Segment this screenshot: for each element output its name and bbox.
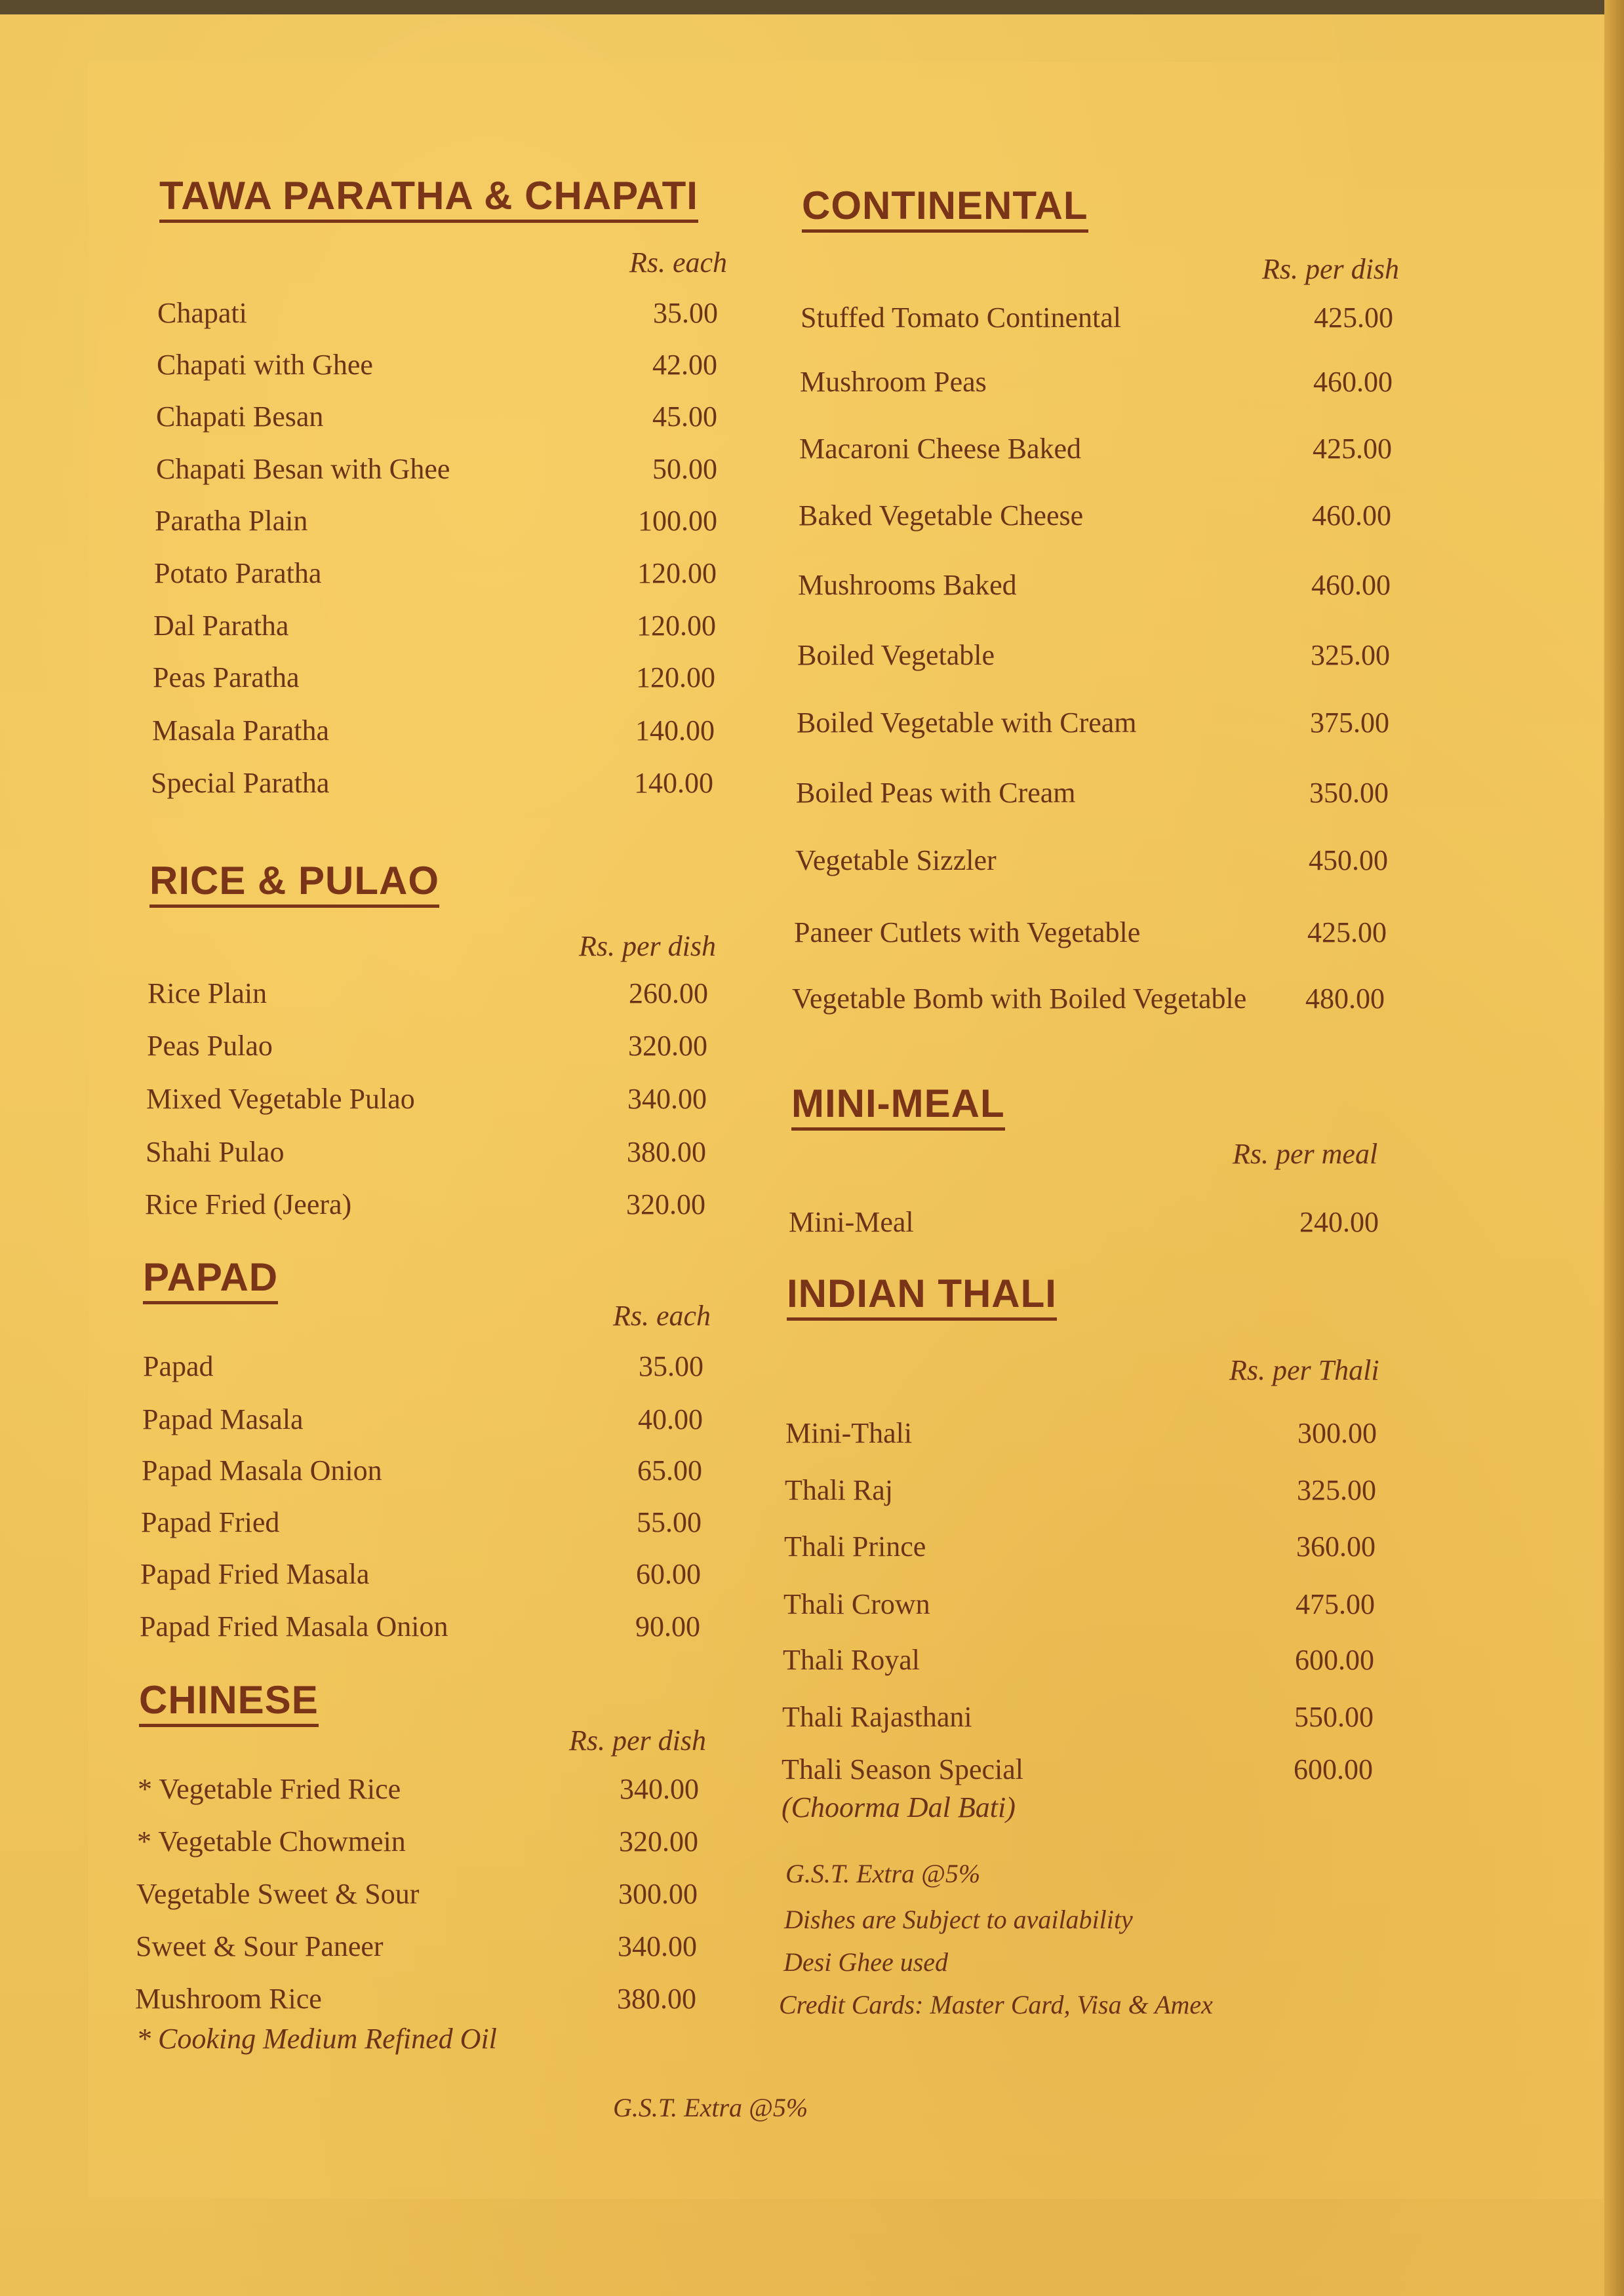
menu-item: Papad Fried 55.00 — [141, 1506, 702, 1538]
menu-item: Vegetable Sweet & Sour 300.00 — [136, 1878, 698, 1910]
menu-item: Papad Fried Masala Onion 90.00 — [140, 1610, 700, 1643]
section-title: PAPAD — [143, 1255, 278, 1304]
price-unit: Rs. per Thali — [1229, 1354, 1379, 1386]
price-unit: Rs. per dish — [569, 1724, 706, 1757]
menu-item: Mushrooms Baked 460.00 — [798, 569, 1391, 601]
scan-top-edge — [0, 0, 1624, 14]
price-unit: Rs. per dish — [1262, 253, 1399, 285]
menu-item: Chapati 35.00 — [157, 297, 718, 329]
menu-item: Thali Raj 325.00 — [785, 1474, 1376, 1506]
menu-item: Thali Royal 600.00 — [783, 1644, 1374, 1676]
note-availability: Dishes are Subject to availability — [784, 1905, 1133, 1934]
note-credit-cards: Credit Cards: Master Card, Visa & Amex — [779, 1990, 1213, 2019]
menu-item: Vegetable Sizzler 450.00 — [795, 844, 1388, 876]
menu-item: Thali Prince 360.00 — [784, 1530, 1376, 1563]
menu-item: * Vegetable Fried Rice 340.00 — [138, 1773, 699, 1805]
section-title: INDIAN THALI — [787, 1272, 1057, 1321]
menu-item: * Vegetable Chowmein 320.00 — [137, 1825, 698, 1858]
menu-item: Chapati Besan with Ghee 50.00 — [156, 453, 717, 485]
note-desi-ghee: Desi Ghee used — [783, 1947, 949, 1977]
section-title: RICE & PULAO — [149, 859, 439, 908]
menu-item: Special Paratha 140.00 — [151, 767, 713, 799]
price-unit: Rs. per dish — [579, 930, 716, 962]
menu-item: Mushroom Peas 460.00 — [800, 366, 1393, 398]
section-title: TAWA PARATHA & CHAPATI — [159, 174, 698, 223]
menu-item: Boiled Peas with Cream 350.00 — [796, 777, 1389, 809]
menu-item: Papad Fried Masala 60.00 — [140, 1558, 701, 1590]
menu-item: Boiled Vegetable with Cream 375.00 — [797, 707, 1389, 739]
menu-item: Baked Vegetable Cheese 460.00 — [799, 499, 1391, 532]
menu-item: Macaroni Cheese Baked 425.00 — [799, 433, 1392, 465]
price-unit: Rs. each — [629, 246, 728, 279]
menu-item: Dal Paratha 120.00 — [153, 610, 716, 642]
menu-item: Chapati with Ghee 42.00 — [157, 349, 717, 381]
menu-item: Peas Pulao 320.00 — [147, 1030, 707, 1062]
note-gst: G.S.T. Extra @5% — [785, 1859, 981, 1888]
menu-item: Potato Paratha 120.00 — [154, 557, 717, 589]
menu-item: Sweet & Sour Paneer 340.00 — [136, 1930, 697, 1962]
menu-item: Papad Masala Onion 65.00 — [142, 1454, 702, 1487]
menu-item: Papad Masala 40.00 — [142, 1403, 703, 1435]
price-unit: Rs. each — [613, 1300, 711, 1332]
menu-item: Mixed Vegetable Pulao 340.00 — [146, 1083, 707, 1115]
menu-item: Paratha Plain 100.00 — [155, 505, 717, 537]
bottom-gst-note: G.S.T. Extra @5% — [613, 2093, 808, 2122]
menu-item: Mini-Meal 240.00 — [789, 1206, 1379, 1238]
menu-item: Vegetable Bomb with Boiled Vegetable 480.00 — [792, 983, 1385, 1015]
chinese-footnote: * Cooking Medium Refined Oil — [136, 2023, 497, 2055]
menu-item: Stuffed Tomato Continental 425.00 — [801, 302, 1393, 334]
section-title: CONTINENTAL — [802, 184, 1088, 233]
menu-item: Paneer Cutlets with Vegetable 425.00 — [794, 916, 1387, 948]
menu-item: Masala Paratha 140.00 — [152, 714, 715, 747]
menu-item: Papad 35.00 — [143, 1350, 703, 1382]
section-title: CHINESE — [139, 1678, 319, 1727]
menu-item: Shahi Pulao 380.00 — [146, 1136, 706, 1168]
menu-item: Boiled Vegetable 325.00 — [797, 639, 1390, 671]
menu-item: Peas Paratha 120.00 — [153, 661, 715, 693]
scan-right-edge — [1604, 0, 1624, 2296]
menu-item: Mushroom Rice 380.00 — [135, 1983, 696, 2015]
menu-item: Chapati Besan 45.00 — [156, 400, 717, 433]
menu-item: Mini-Thali 300.00 — [785, 1417, 1377, 1449]
section-title: MINI-MEAL — [791, 1081, 1005, 1131]
menu-item: Rice Fried (Jeera) 320.00 — [145, 1188, 705, 1220]
menu-item: Thali Season Special 600.00 (Choorma Dal Bati) — [782, 1753, 1373, 1823]
menu-item: Thali Crown 475.00 — [783, 1588, 1375, 1620]
menu-item: Thali Rajasthani 550.00 — [782, 1701, 1374, 1733]
menu-item: Rice Plain 260.00 — [148, 977, 708, 1009]
price-unit: Rs. per meal — [1233, 1138, 1378, 1170]
